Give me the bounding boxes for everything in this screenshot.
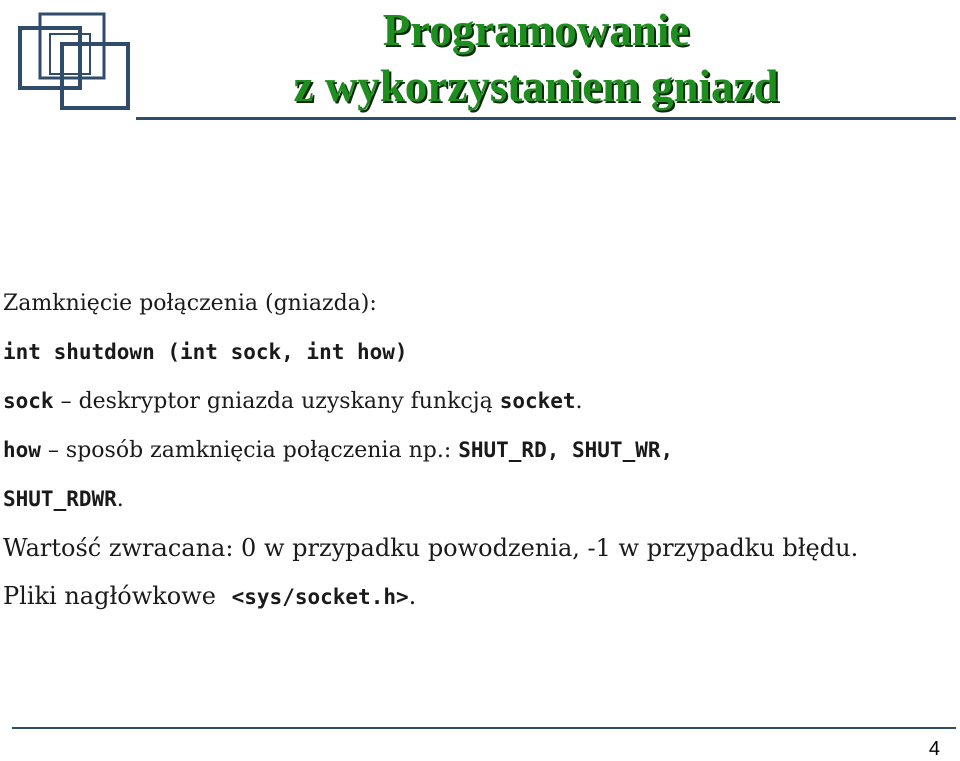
title-divider	[136, 117, 956, 120]
title-line-1: Programowanie	[382, 5, 690, 55]
squares-logo-icon	[18, 12, 132, 112]
body-line-1: Zamknięcie połączenia (gniazda):	[3, 291, 377, 316]
shut-constants: SHUT_RD, SHUT_WR,	[458, 438, 674, 462]
param-how: how	[3, 438, 41, 462]
shut-rdwr: SHUT_RDWR	[3, 487, 117, 511]
page-number: 4	[928, 738, 940, 760]
body-line-2	[3, 328, 958, 377]
socket-func: socket	[499, 389, 576, 413]
header-file: <sys/socket.h>	[231, 585, 409, 609]
footer-divider	[12, 727, 956, 729]
body-line-5: SHUT_RDWR.	[3, 487, 124, 512]
param-sock: sock	[3, 389, 54, 413]
slide-body	[3, 280, 958, 621]
body-line-4: how – sposób zamknięcia połączenia np.: SHUT_RD, SHUT_WR,	[3, 438, 674, 463]
function-signature: int shutdown (int sock, int how)	[3, 340, 408, 364]
body-line-6: Wartość zwracana: 0 w przypadku powodzenia, -1 w przypadku błędu.	[3, 534, 859, 562]
title-line-2: z wykorzystaniem gniazd	[293, 61, 779, 111]
body-line-7: Pliki nagłówkowe <sys/socket.h>.	[3, 582, 417, 610]
body-line-3: sock – deskryptor gniazda uzyskany funkcją socket.	[3, 389, 583, 414]
slide-title	[186, 2, 886, 114]
